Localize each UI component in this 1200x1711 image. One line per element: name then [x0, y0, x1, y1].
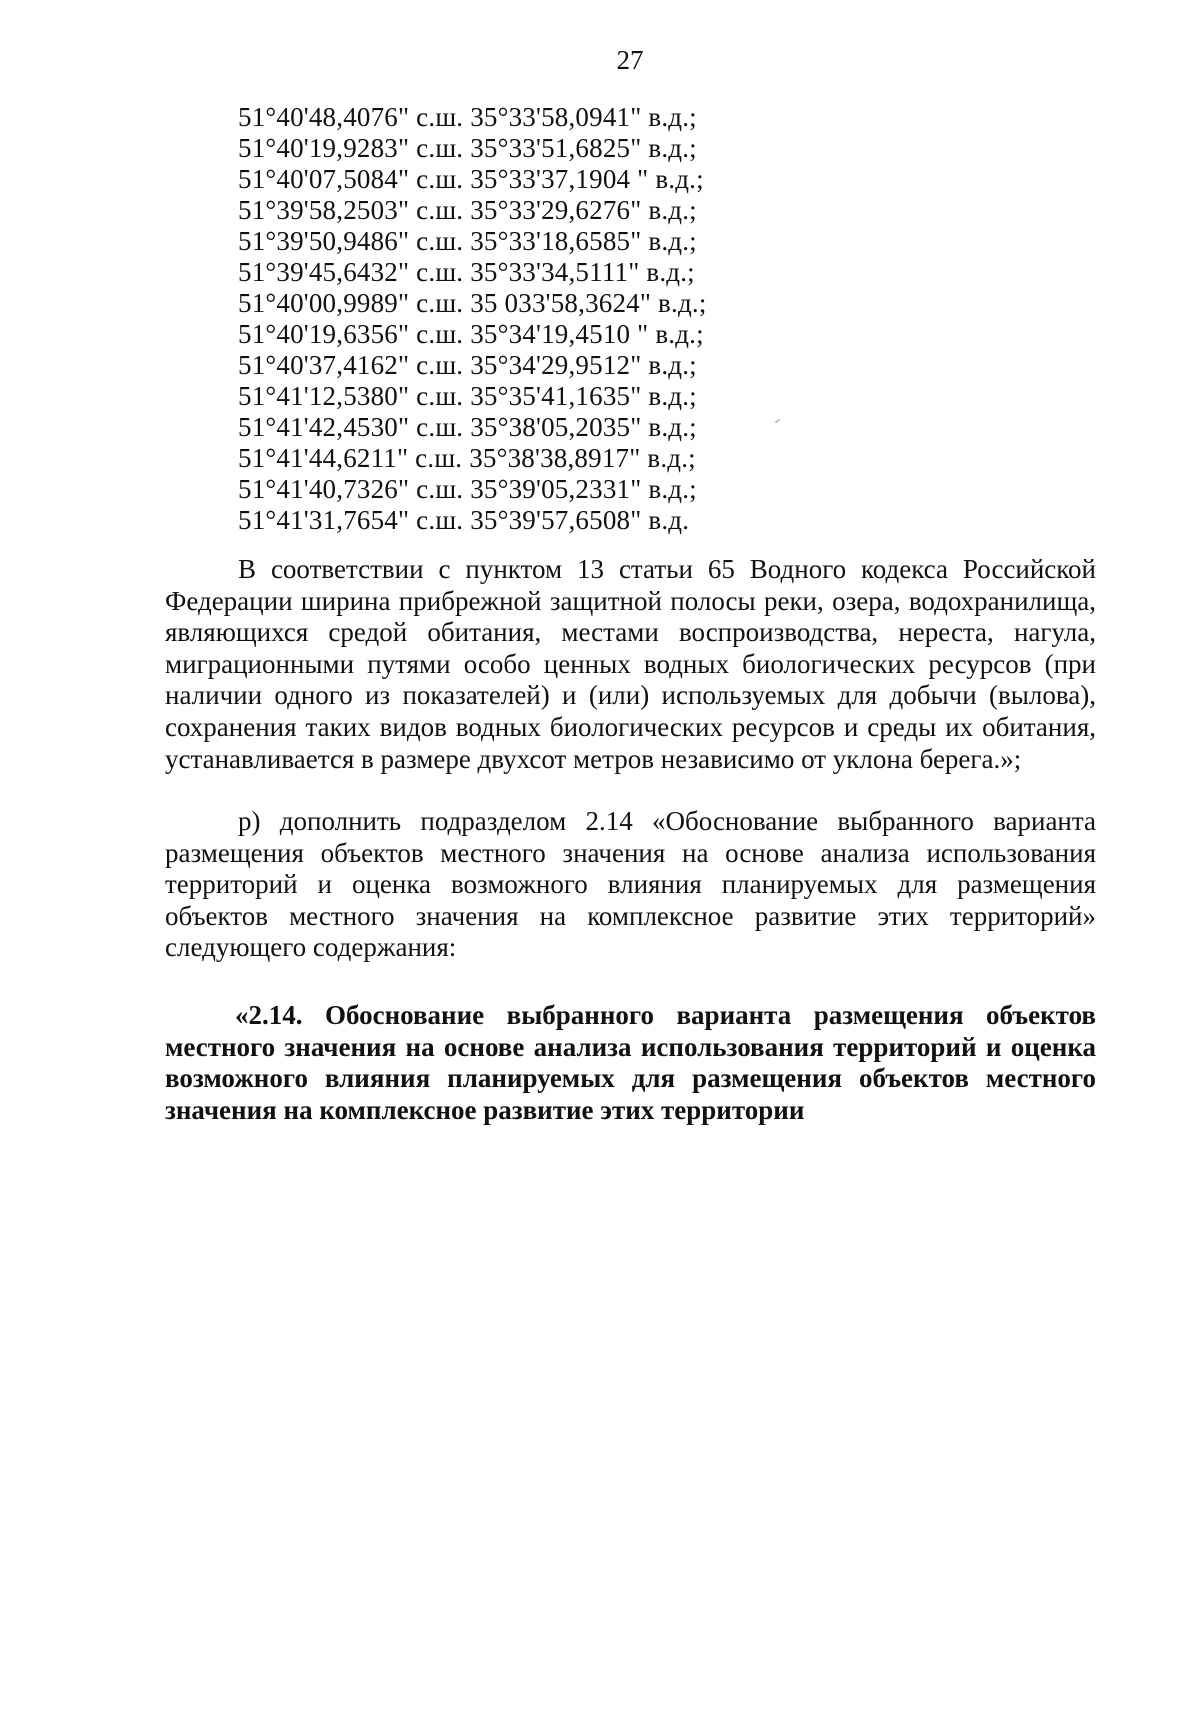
page-number: 27 — [616, 45, 644, 75]
coordinate-line: 51°40'00,9989" с.ш. 35 033'58,3624" в.д.; — [238, 288, 707, 318]
coordinate-line: 51°40'37,4162" с.ш. 35°34'29,9512" в.д.; — [238, 350, 697, 380]
section-heading: «2.14. Обоснование выбранного варианта размещения объектов местного значения на основе анализа использования территорий и оценка возможного влияния планируемых для размещения объектов местного значения на комплексное развитие этих территории — [165, 1000, 1096, 1125]
paragraph-amendment: р) дополнить подразделом 2.14 «Обоснование выбранного варианта размещения объектов местного значения на основе анализа использования территорий и оценка возможного влияния планируемых для размещения объектов местного значения на комплексное развитие этих территорий» следующего содержания: — [165, 806, 1096, 963]
coordinates-list — [238, 102, 1038, 536]
coordinate-line: 51°39'50,9486" с.ш. 35°33'18,6585" в.д.; — [238, 226, 697, 256]
coordinate-line: 51°41'40,7326" с.ш. 35°39'05,2331" в.д.; — [238, 474, 697, 504]
coordinate-line: 51°41'31,7654" с.ш. 35°39'57,6508" в.д. — [238, 505, 690, 535]
coordinate-line: 51°40'48,4076" с.ш. 35°33'58,0941" в.д.; — [238, 102, 697, 132]
paragraph-water-code: В соответствии с пунктом 13 статьи 65 Водного кодекса Российской Федерации ширина прибрежной защитной полосы реки, озера, водохранилища, являющихся средой обитания, местами воспроизводства, нереста, нагула, миграционными путями особо ценных водных биологических ресурсов (при наличии одного из показателей) и (или) используемых для добычи (вылова), сохранения таких видов водных биологических ресурсов и среды их обитания, устанавливается в размере двухсот метров независимо от уклона берега.»; — [165, 554, 1096, 774]
coordinate-line: 51°40'19,6356" с.ш. 35°34'19,4510 " в.д.; — [238, 319, 704, 349]
coordinate-line: 51°41'42,4530" с.ш. 35°38'05,2035" в.д.; — [238, 412, 697, 442]
coordinate-line: 51°40'07,5084" с.ш. 35°33'37,1904 " в.д.; — [238, 164, 704, 194]
coordinate-line: 51°41'12,5380" с.ш. 35°35'41,1635" в.д.; — [238, 381, 697, 411]
coordinate-line: 51°40'19,9283" с.ш. 35°33'51,6825" в.д.; — [238, 133, 697, 163]
coordinate-line: 51°39'45,6432" с.ш. 35°33'34,5111" в.д.; — [238, 257, 695, 287]
coordinate-line: 51°39'58,2503" с.ш. 35°33'29,6276" в.д.; — [238, 195, 697, 225]
coordinate-line: 51°41'44,6211" с.ш. 35°38'38,8917" в.д.; — [238, 443, 696, 473]
